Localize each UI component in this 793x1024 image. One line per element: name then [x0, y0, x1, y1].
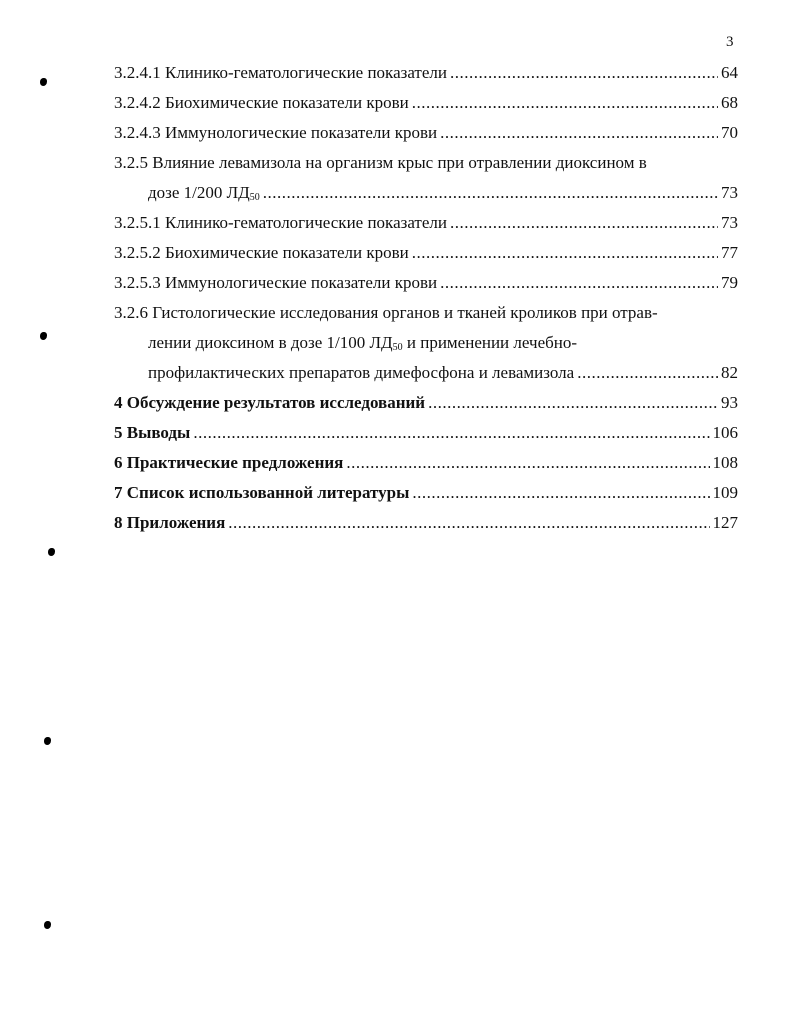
toc-entry-page: 82: [721, 363, 738, 382]
toc-entry-title: 3.2.5.1 Клинико-гематологические показатели: [114, 213, 447, 232]
dot-leader: [577, 358, 718, 388]
dot-leader: [193, 418, 709, 448]
toc-entry-title: профилактических препаратов димефосфона и левамизола: [148, 363, 575, 382]
toc-entry-page: 109: [712, 483, 738, 502]
toc-entry-page: 77: [721, 243, 738, 262]
toc-entry-title-line: 3.2.6 Гистологические исследования органов и тканей кроликов при отрав-: [114, 303, 658, 322]
toc-entry-title: 7 Список использованной литературы: [114, 483, 410, 502]
toc-entry-page: 70: [721, 123, 738, 142]
toc-entry-title: 4 Обсуждение результатов исследований: [114, 393, 426, 412]
toc-entry-page: 79: [721, 273, 738, 292]
toc-entry-title: 8 Приложения: [114, 513, 226, 532]
toc-entry-title: 3.2.5.3 Иммунологические показатели крови: [114, 273, 438, 292]
dot-leader: [412, 238, 718, 268]
toc-entry-page: 108: [712, 453, 738, 472]
table-of-contents: [114, 58, 738, 538]
toc-entry-page: 73: [721, 213, 738, 232]
toc-entry: [114, 88, 738, 118]
toc-entry-page: 64: [721, 63, 738, 82]
toc-entry: [114, 388, 738, 418]
binding-mark: [44, 737, 51, 745]
dot-leader: [228, 508, 709, 538]
toc-entry: [114, 238, 738, 268]
toc-entry: [114, 208, 738, 238]
toc-entry-page: 106: [712, 423, 738, 442]
binding-mark: [40, 78, 47, 86]
toc-entry-title: 3.2.4.3 Иммунологические показатели крови: [114, 123, 438, 142]
dot-leader: [450, 208, 718, 238]
toc-entry-page: 68: [721, 93, 738, 112]
binding-mark: [40, 332, 47, 340]
toc-entry-page: 73: [721, 183, 738, 202]
dot-leader: [263, 178, 718, 208]
toc-entry: [114, 418, 738, 448]
binding-mark: [44, 921, 51, 929]
page-number: 3: [726, 34, 734, 50]
toc-entry-title: 3.2.4.2 Биохимические показатели крови: [114, 93, 409, 112]
toc-entry: [114, 448, 738, 478]
dot-leader: [412, 478, 709, 508]
dot-leader: [440, 268, 718, 298]
toc-entry: [114, 118, 738, 148]
toc-entry: [114, 268, 738, 298]
binding-mark: [48, 548, 55, 556]
dot-leader: [440, 118, 718, 148]
toc-entry-title: 5 Выводы: [114, 423, 191, 442]
toc-entry-title: 3.2.4.1 Клинико-гематологические показатели: [114, 63, 447, 82]
toc-entry-title-line: лении диоксином в дозе 1/100 $ЛД_{50}$ и применении лечебно-: [148, 333, 578, 353]
toc-entry-title: 3.2.5.2 Биохимические показатели крови: [114, 243, 409, 262]
dot-leader: [450, 58, 718, 88]
toc-entry-title-line: 3.2.5 Влияние левамизола на организм крыс при отравлении диоксином в: [114, 153, 647, 172]
toc-entry-title: 6 Практические предложения: [114, 453, 344, 472]
dot-leader: [346, 448, 709, 478]
toc-entry: [114, 58, 738, 88]
toc-entry-page: 93: [721, 393, 738, 412]
toc-entry: [114, 478, 738, 508]
toc-entry-page: 127: [712, 513, 738, 532]
toc-entry: [114, 508, 738, 538]
dot-leader: [412, 88, 718, 118]
toc-entry: [114, 358, 738, 388]
toc-entry: [114, 178, 738, 208]
dot-leader: [428, 388, 718, 418]
toc-entry-title: дозе 1/200 $ЛД_{50}$: [148, 183, 260, 203]
